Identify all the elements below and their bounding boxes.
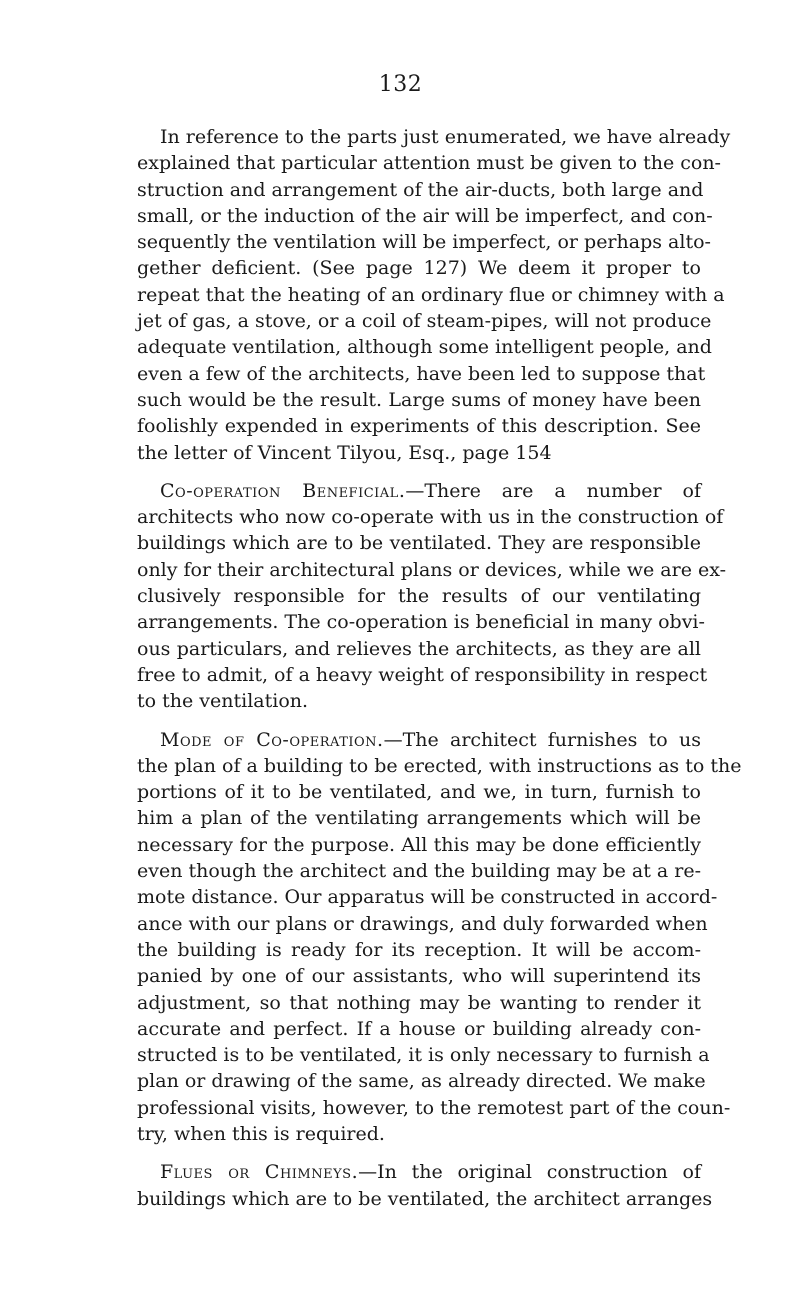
text-line: free to admit, of a heavy weight of responsibility in respect: [137, 663, 708, 686]
text-line: buildings which are to be ventilated. They are responsible: [137, 532, 701, 555]
page-number: 132: [378, 72, 423, 97]
text-line: ance with our plans or drawings, and duly forwarded when: [137, 912, 708, 935]
text-line: [137, 727, 701, 753]
text-line: structed is to be ventilated, it is only necessary to furnish a: [137, 1044, 710, 1067]
text-line: even a few of the architects, have been led to suppose that: [137, 362, 706, 385]
text-line-rest: —There are a number of: [405, 479, 701, 502]
text-line: clusively responsible for the results of our ventilating: [137, 585, 701, 608]
text-line: small, or the induction of the air will be imperfect, and con-: [137, 204, 713, 227]
text-line: [137, 1159, 701, 1185]
section-heading: Flues or Chimneys.: [160, 1161, 359, 1184]
text-line: even though the architect and the building may be at a re-: [137, 860, 702, 883]
paragraph-air-ducts: [137, 124, 731, 466]
paragraph-co-operation-beneficial: [137, 478, 727, 715]
text-line: explained that particular attention must be given to the con-: [137, 152, 721, 175]
paragraph-flues-or-chimneys: [137, 1159, 713, 1212]
text-line: struction and arrangement of the air-ducts, both large and: [137, 178, 704, 201]
text-line: plan or drawing of the same, as already directed. We make: [137, 1070, 706, 1093]
text-line: gether deficient. (See page 127) We deem it proper to: [137, 257, 701, 280]
text-line: the building is ready for its reception. It will be accom-: [137, 938, 701, 961]
text-line: jet of gas, a stove, or a coil of steam-pipes, will not produce: [137, 310, 712, 333]
text-line: sequently the ventilation will be imperfect, or perhaps alto-: [137, 231, 711, 254]
section-heading: Co-operation Beneficial.: [160, 479, 406, 502]
text-line: him a plan of the ventilating arrangements which will be: [137, 807, 701, 830]
text-line: adequate ventilation, although some intelligent people, and: [137, 336, 712, 359]
text-line-rest: —In the original construction of: [358, 1161, 701, 1184]
text-line: In reference to the parts just enumerated, we have already: [160, 126, 731, 148]
text-line: accurate and perfect. If a house or building already con-: [137, 1017, 701, 1040]
text-line: ous particulars, and relieves the architects, as they are all: [137, 637, 701, 660]
text-line: foolishly expended in experiments of this description. See: [137, 415, 701, 438]
text-line: repeat that the heating of an ordinary flue or chimney with a: [137, 283, 725, 306]
text-line: mote distance. Our apparatus will be constructed in accord-: [137, 886, 718, 909]
text-line: portions of it to be ventilated, and we, in turn, furnish to: [137, 781, 701, 804]
text-line-rest: —The architect furnishes to us: [383, 728, 701, 751]
text-line: such would be the result. Large sums of money have been: [137, 388, 701, 411]
text-line: only for their architectural plans or devices, while we are ex-: [137, 558, 727, 581]
text-line: the letter of Vincent Tilyou, Esq., page 154: [137, 441, 552, 464]
text-line: professional visits, however, to the remotest part of the coun-: [137, 1096, 731, 1119]
paragraph-mode-of-co-operation: [137, 727, 742, 1148]
text-line: panied by one of our assistants, who will superintend its: [137, 965, 701, 988]
text-line: arrangements. The co-operation is beneficial in many obvi-: [137, 611, 705, 634]
section-heading: Mode of Co-operation.: [160, 728, 384, 751]
text-line: necessary for the purpose. All this may be done efficiently: [137, 833, 701, 856]
text-line: try, when this is required.: [137, 1122, 385, 1145]
text-line: [137, 478, 701, 504]
text-line: to the ventilation.: [137, 690, 309, 713]
body-text: [137, 124, 742, 1212]
text-line: architects who now co-operate with us in the construction of: [137, 506, 724, 529]
text-line: buildings which are to be ventilated, the architect arranges: [137, 1187, 713, 1210]
text-line: adjustment, so that nothing may be wanting to render it: [137, 991, 701, 1014]
text-line: the plan of a building to be erected, with instructions as to the: [137, 754, 742, 777]
